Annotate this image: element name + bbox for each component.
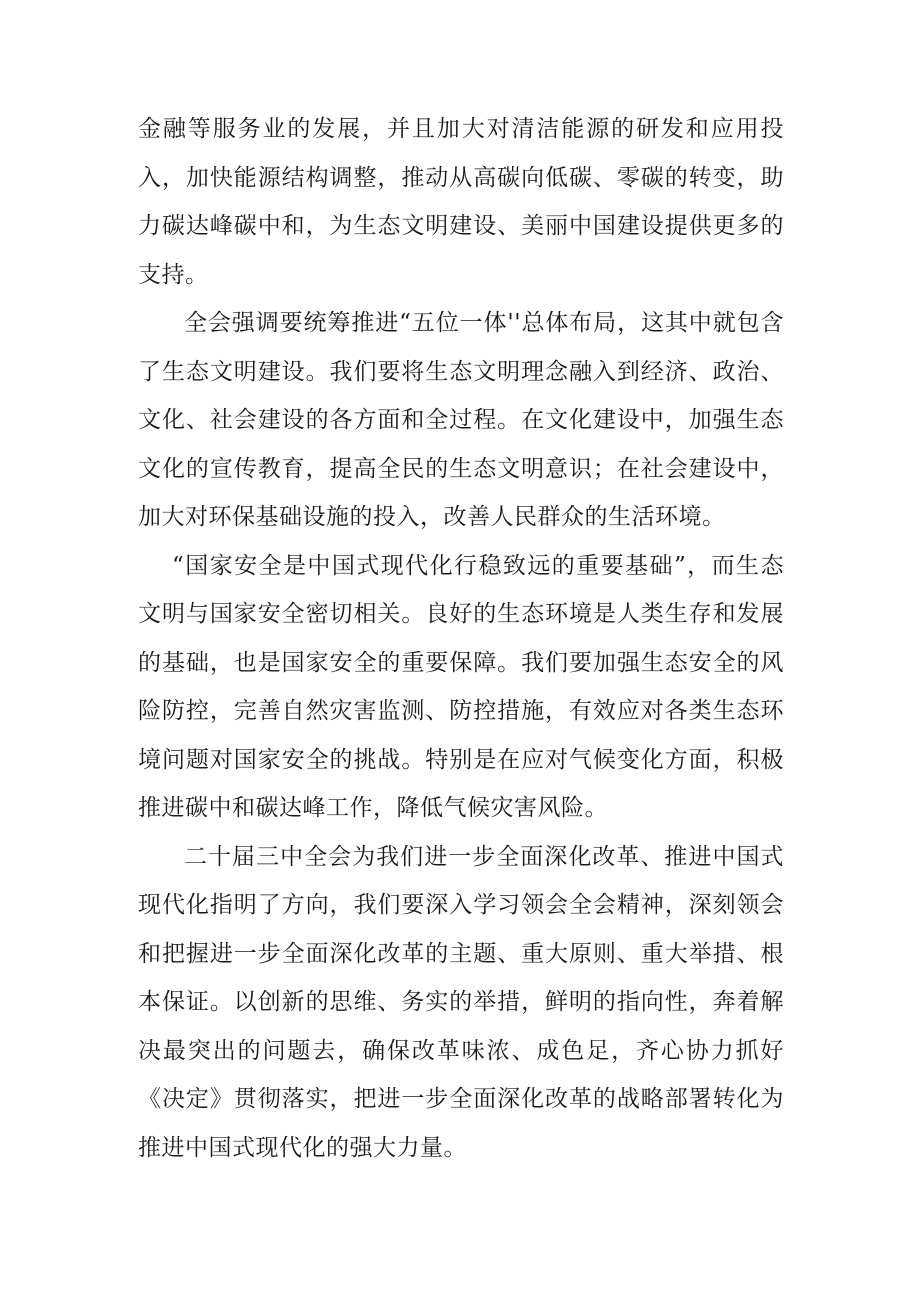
paragraph-five-in-one: 全会强调要统筹推进“五位一体''总体布局，这其中就包含了生态文明建设。我们要将生态文明理念融入到经济、政治、文化、社会建设的各方面和全过程。在文化建设中，加强生态文化的宣传教育，提高全民的生态文明意识；在社会建设中，加大对环保基础设施的投入，改善人民群众的生活环境。 bbox=[138, 310, 784, 530]
paragraph-continuation: 金融等服务业的发展，并且加大对清洁能源的研发和应用投入，加快能源结构调整，推动从高碳向低碳、零碳的转变，助力碳达峰碳中和，为生态文明建设、美丽中国建设提供更多的支持。 bbox=[138, 116, 784, 288]
paragraph-national-security: “国家安全是中国式现代化行稳致远的重要基础”，而生态文明与国家安全密切相关。良好的生态环境是人类生存和发展的基础，也是国家安全的重要保障。我们要加强生态安全的风险防控，完善自然灾害监测、防控措施，有效应对各类生态环境问题对国家安全的挑战。特别是在应对气候变化方面，积极推进碳中和碳达峰工作，降低气候灾害风险。 bbox=[138, 552, 784, 821]
paragraph-conclusion: 二十届三中全会为我们进一步全面深化改革、推进中国式现代化指明了方向，我们要深入学习领会全会精神，深刻领会和把握进一步全面深化改革的主题、重大原则、重大举措、根本保证。以创新的思维、务实的举措，鲜明的指向性，奔着解决最突出的问题去，确保改革味浓、成色足，齐心协力抓好《决定》贯彻落实，把进一步全面深化改革的战略部署转化为推进中国式现代化的强大力量。 bbox=[138, 843, 784, 1161]
document-body bbox=[138, 105, 784, 1172]
